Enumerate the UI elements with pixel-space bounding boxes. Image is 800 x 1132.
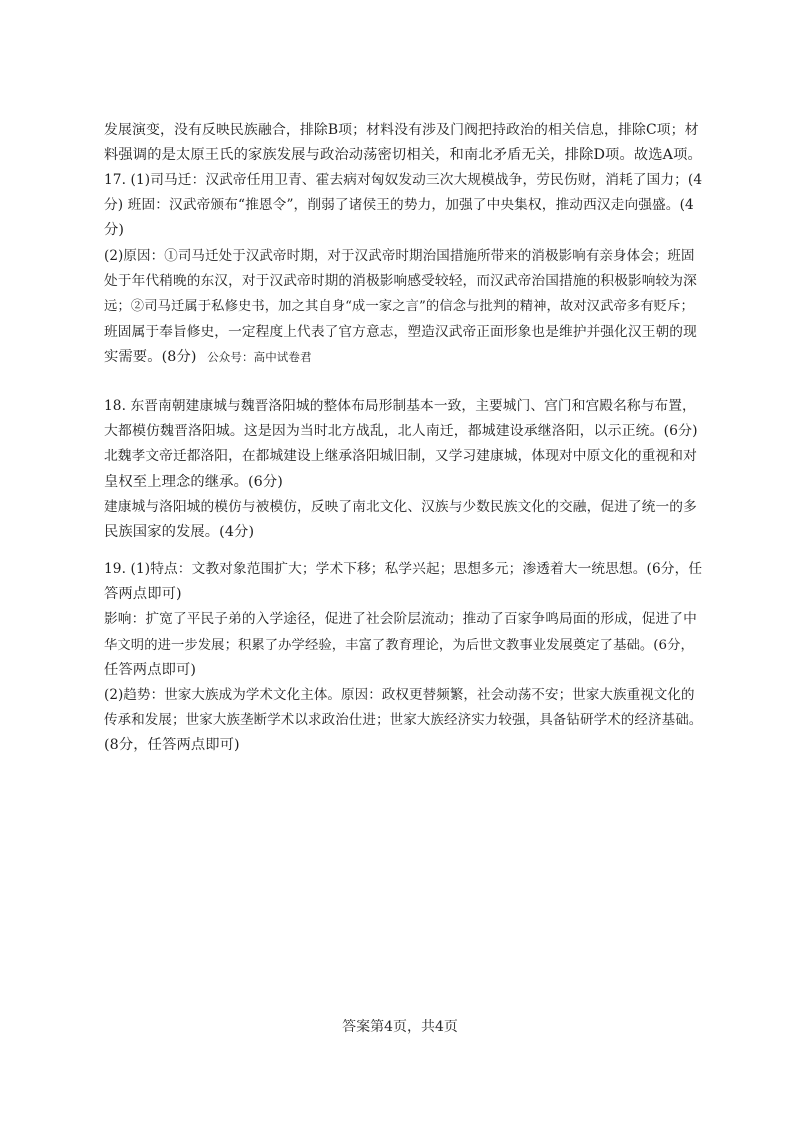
text-line: 传承和发展；世家大族垄断学术以求政治仕进；世家大族经济实力较强，具备钻研学术的经济基础。: [104, 712, 703, 729]
text-line: 料强调的是太原王氏的家族发展与政治动荡密切相关，和南北矛盾无关，排除D项。故选A项。: [104, 147, 702, 164]
text-line: 17. (1)司马迁：汉武帝任用卫青、霍去病对匈奴发动三次大规模战争，劳民伤财，消耗了国力；(4: [104, 172, 703, 188]
q17-part2: [104, 244, 702, 370]
text-line: (8分，任答两点即可): [104, 737, 240, 754]
q17-last-line: 实需要。(8分): [104, 348, 197, 365]
source-note: 公众号：高中试卷君: [207, 349, 312, 364]
text-line: 大都模仿魏晋洛阳城。这是因为当时北方战乱，北人南迁，都城建设承继洛阳，以示正统。(6分): [104, 423, 698, 440]
text-line: 皇权至上理念的继承。(6分): [104, 473, 283, 490]
text-line: 19. (1)特点：文教对象范围扩大；学术下移；私学兴起；思想多元；渗透着大一统思想。(6分，任: [104, 561, 703, 577]
text-line: (2)趋势：世家大族成为学术文化主体。原因：政权更替频繁，社会动荡不安；世家大族重视文化的: [104, 687, 695, 704]
text-line: [104, 345, 702, 370]
text-line: 处于年代稍晚的东汉，对于汉武帝时期的消极影响感受较轻，而汉武帝治国措施的积极影响较为深: [104, 273, 697, 290]
text-line: (2)原因：①司马迁处于汉武帝时期，对于汉武帝时期治国措施所带来的消极影响有亲身体会；班固: [104, 248, 695, 264]
page-footer: 答案第4页，共4页: [342, 1019, 458, 1035]
q19-paragraph: [104, 557, 702, 759]
text-line: 建康城与洛阳城的模仿与被模仿，反映了南北文化、汉族与少数民族文化的交融，促进了统一的多: [104, 498, 697, 515]
text-line: 任答两点即可): [104, 661, 197, 678]
text-line: 18. 东晋南朝建康城与魏晋洛阳城的整体布局形制基本一致，主要城门、宫门和宫殿名称与布置，: [104, 398, 696, 414]
text-line: 分): [104, 222, 125, 239]
intro-paragraph: [104, 118, 702, 168]
text-line: 班固属于奉旨修史，一定程度上代表了官方意志，塑造汉武帝正面形象也是维护并强化汉王朝的现: [104, 323, 697, 340]
q18-paragraph: [104, 394, 702, 545]
text-line: 民族国家的发展。(4分): [104, 524, 255, 541]
text-line: 北魏孝文帝迁都洛阳，在都城建设上继承洛阳城旧制，又学习建康城，体现对中原文化的重视和对: [104, 448, 697, 465]
text-line: 发展演变，没有反映民族融合，排除B项；材料没有涉及门阀把持政治的相关信息，排除C项；材: [104, 122, 699, 138]
text-line: 远；②司马迁属于私修史书，加之其自身“成一家之言”的信念与批判的精神，故对汉武帝多有贬斥；: [104, 299, 694, 315]
text-line: 影响：扩宽了平民子弟的入学途径，促进了社会阶层流动；推动了百家争鸣局面的形成，促进了中: [104, 611, 697, 628]
q17-part1: [104, 168, 702, 244]
text-line: 华文明的进一步发展；积累了办学经验，丰富了教育理论，为后世文教事业发展奠定了基础。(6分，: [104, 637, 694, 653]
text-line: 答两点即可): [104, 586, 182, 603]
text-line: 分) 班固：汉武帝颁布“推恩令”，削弱了诸侯王的势力，加强了中央集权，推动西汉走向强盛。(4: [104, 197, 694, 214]
